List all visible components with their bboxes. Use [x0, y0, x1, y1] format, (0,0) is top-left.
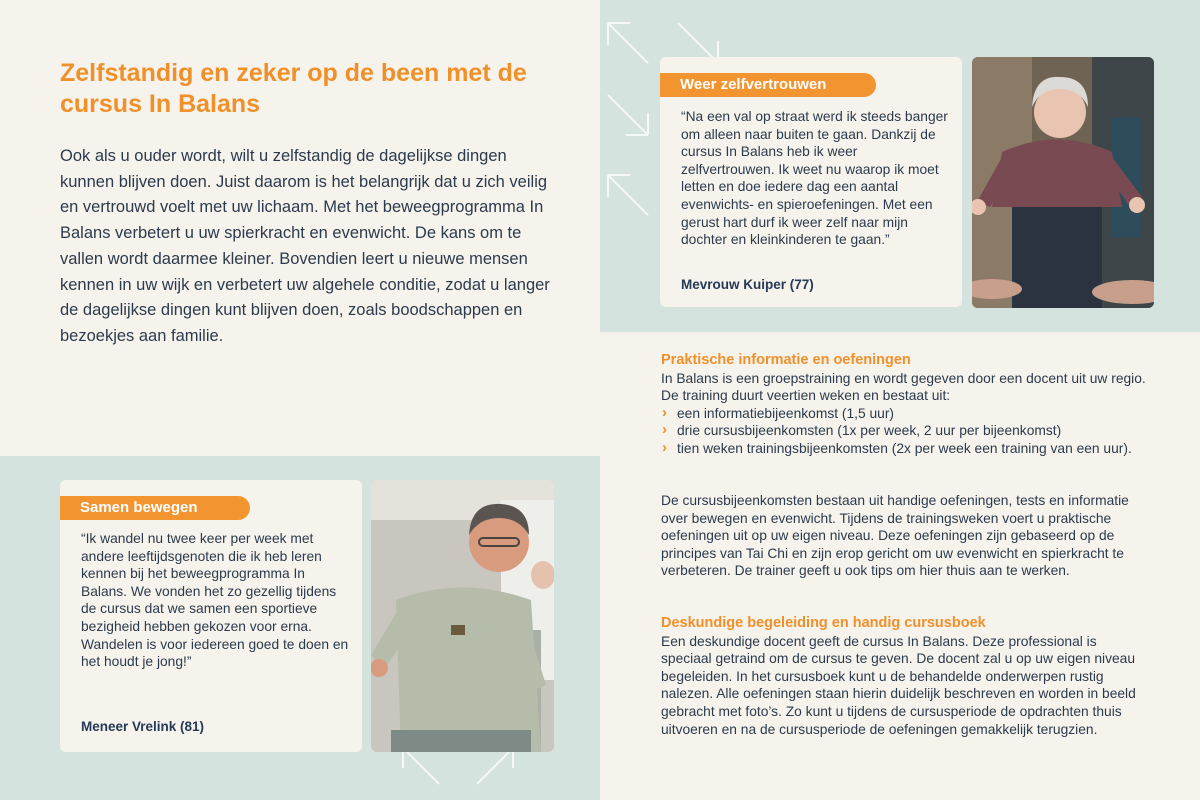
photo-elderly-man-exercising	[371, 480, 554, 752]
testimonial-badge: Weer zelfvertrouwen	[660, 73, 876, 97]
section-heading: Deskundige begeleiding en handig cursusboek	[661, 615, 986, 631]
info-section-practical	[661, 352, 1151, 458]
list-item: › tien weken trainingsbijeenkomsten (2x per week een training van een uur).	[661, 440, 1151, 458]
section-paragraph: De cursusbijeenkomsten bestaan uit handige oefeningen, tests en informatie over bewegen en evenwicht. Tijdens de trainingsweken voert u praktische oefeningen uit op uw eigen niveau. Deze oefeningen zijn gebaseerd op de principes van Tai Chi en zijn erop gericht om uw evenwicht en spierkracht te verbeteren. De trainer geeft u ook tips om hier thuis aan te werken.	[661, 493, 1129, 579]
testimonial-quote: “Ik wandel nu twee keer per week met andere leeftijdsgenoten die ik heb leren kennen bij het beweegprogramma In Balans. We vonden het zo gezellig tijdens de cursus dat we samen een sportieve bezigheid hebben gekozen voor erna. Wandelen is voor iedereen goed te doen en het houdt je jong!”	[81, 531, 349, 670]
intro-paragraph: Ook als u ouder wordt, wilt u zelfstandig de dagelijkse dingen kunnen blijven doen. Juist daarom is het belangrijk dat u zich veilig en vertrouwd voelt met uw lichaam. Met het beweegprogramma In Balans verbetert u uw spierkracht en evenwicht. De kans om te vallen wordt daarmee kleiner. Bovendien leert u nieuwe mensen kennen in uw wijk en verbetert uw algehele conditie, zodat u langer de dagelijkse dingen kunt blijven doen, zoals boodschappen en bezoekjes aan familie.	[60, 147, 550, 345]
training-list	[661, 405, 1151, 458]
testimonial-author: Meneer Vrelink (81)	[81, 719, 205, 734]
list-item: › drie cursusbijeenkomsten (1x per week, 2 uur per bijeenkomst)	[661, 422, 1151, 440]
testimonial-author: Mevrouw Kuiper (77)	[681, 277, 814, 292]
page-title: Zelfstandig en zeker op de been met de cursus In Balans	[60, 59, 527, 118]
testimonial-badge: Samen bewegen	[60, 496, 250, 520]
section-paragraph: Een deskundige docent geeft de cursus In Balans. Deze professional is speciaal getraind om de cursus te geven. De docent zal u op uw eigen niveau begeleiden. In het cursusboek kunt u de behandelde onderwerpen rustig nalezen. Alle oefeningen staan hierin duidelijk beschreven en worden in beeld gebracht met foto’s. Zo kunt u tijdens de cursusperiode de opdrachten thuis uitvoeren en na de cursusperiode de oefeningen gemakkelijk terugzien.	[661, 633, 1136, 737]
testimonial-quote: “Na een val op straat werd ik steeds banger om alleen naar buiten te gaan. Dankzij de cursus In Balans heb ik weer zelfvertrouwen. Ik weet nu waarop ik moet letten en doe iedere dag een aantal evenwichts- en spieroefeningen. Met een gerust hart durf ik weer zelf naar mijn dochter en kleinkinderen te gaan.”	[681, 109, 948, 248]
section-paragraph: In Balans is een groepstraining en wordt gegeven door een docent uit uw regio. De training duurt veertien weken en bestaat uit:	[661, 370, 1146, 404]
list-item: › een informatiebijeenkomst (1,5 uur)	[661, 405, 1151, 423]
info-section-guidance	[661, 615, 1151, 738]
section-heading: Praktische informatie en oefeningen	[661, 352, 911, 368]
photo-elderly-woman-exercising	[972, 57, 1154, 308]
